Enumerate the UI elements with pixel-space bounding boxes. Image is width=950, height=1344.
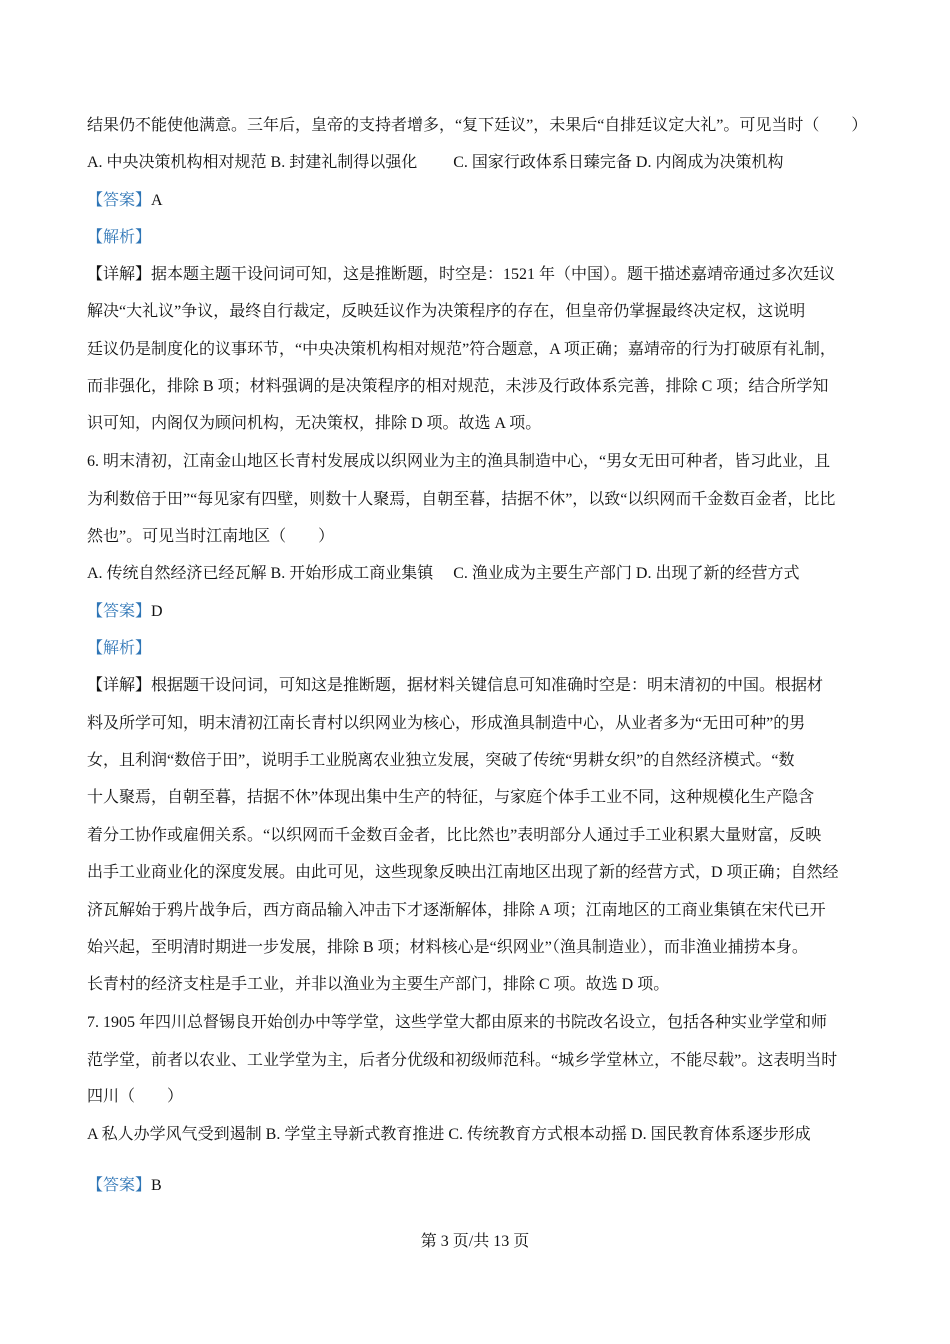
answer-section-line	[87, 639, 151, 659]
section-label: 【解析】	[87, 229, 152, 246]
line-text: A. 传统自然经济已经瓦解 B. 开始形成工商业集镇 C. 渔业成为主要生产部门 D. 出现了新的经营方式	[87, 565, 800, 582]
text-line	[87, 564, 799, 584]
text-line	[87, 676, 823, 696]
text-line	[87, 340, 836, 360]
section-label: 【答案】	[87, 603, 152, 620]
line-text: A. 中央决策机构相对规范 B. 封建礼制得以强化 C. 国家行政体系日臻完备 D. 内阁成为决策机构	[87, 154, 784, 171]
text-line	[87, 490, 835, 510]
text-line	[87, 938, 808, 958]
line-text: 为利数倍于田”“每见家有四壁，则数十人聚焉，自朝至暮，拮据不休”，以致“以织网而千金数百金者，比比	[87, 491, 836, 508]
text-line	[87, 302, 805, 322]
line-text: 女，且利润“数倍于田”，说明手工业脱离农业独立发展，突破了传统“男耕女织”的自然经济模式。“数	[87, 752, 795, 769]
line-text: 解决“大礼议”争议，最终自行裁定，反映廷议作为决策程序的存在，但皇帝仍掌握最终决定权，这说明	[87, 303, 806, 320]
text-line	[87, 377, 828, 397]
text-line	[87, 153, 783, 173]
answer-section-line	[87, 191, 163, 211]
line-text: 长青村的经济支柱是手工业，并非以渔业为主要生产部门，排除 C 项。故选 D 项。	[87, 976, 670, 993]
page-footer: 第 3 页/共 13 页	[420, 1233, 530, 1250]
line-text: 识可知，内阁仅为顾问机构，无决策权，排除 D 项。故选 A 项。	[87, 415, 542, 432]
text-line	[87, 1051, 837, 1071]
line-text: 而非强化，排除 B 项；材料强调的是决策程序的相对规范，未涉及行政体系完善，排除 C 项；结合所学知	[87, 378, 829, 395]
text-line	[87, 901, 826, 921]
line-text: 6. 明末清初，江南金山地区长青村发展成以织网业为主的渔具制造中心，“男女无田可种者，皆习此业，且	[87, 453, 831, 470]
section-label: 【答案】	[87, 192, 152, 209]
section-label: 【答案】	[87, 1177, 152, 1194]
line-text: 四川（ ）	[87, 1088, 184, 1105]
section-label: 【解析】	[87, 640, 152, 657]
answer-section-line	[87, 602, 163, 622]
line-text: 着分工协作或雇佣关系。“以织网而千金数百金者，比比然也”表明部分人通过手工业积累大量财富，反映	[87, 827, 822, 844]
text-line	[87, 265, 835, 285]
text-line	[87, 714, 805, 734]
line-text: 济瓦解始于鸦片战争后，西方商品输入冲击下才逐渐解体，排除 A 项；江南地区的工商业集镇在宋代已开	[87, 902, 826, 919]
text-line	[87, 788, 814, 808]
line-text: 然也”。可见当时江南地区（ ）	[87, 528, 335, 545]
line-text: A	[151, 192, 163, 209]
text-line	[87, 975, 669, 995]
line-text: 始兴起，至明清时期进一步发展，排除 B 项；材料核心是“织网业”（渔具制造业），而非渔业捕捞本身。	[87, 939, 808, 956]
text-line	[87, 751, 795, 771]
line-text: B	[151, 1177, 162, 1194]
line-text: 十人聚焉，自朝至暮，拮据不休”体现出集中生产的特征，与家庭个体手工业不同，这种规模化生产隐含	[87, 789, 815, 806]
line-text: 范学堂，前者以农业、工业学堂为主，后者分优级和初级师范科。“城乡学堂林立，不能尽载”。这表明当时	[87, 1052, 838, 1069]
text-line	[87, 527, 334, 547]
line-text: 7. 1905 年四川总督锡良开始创办中等学堂，这些学堂大都由原来的书院改名设立，包括各种实业学堂和师	[87, 1014, 828, 1031]
text-line	[87, 863, 839, 883]
answer-section-line	[87, 228, 151, 248]
text-line	[87, 452, 830, 472]
answer-section-line	[87, 1176, 162, 1196]
line-text: 廷议仍是制度化的议事环节，“中央决策机构相对规范”符合题意，A 项正确；嘉靖帝的行为打破原有礼制，	[87, 341, 836, 358]
line-text: 结果仍不能使他满意。三年后，皇帝的支持者增多，“复下廷议”，未果后“自排廷议定大礼”。可见当时（ ）	[87, 117, 868, 134]
text-line	[87, 116, 867, 136]
text-line	[87, 1013, 827, 1033]
text-line	[87, 414, 541, 434]
text-line	[87, 1087, 183, 1107]
line-text: 【详解】据本题主题干设问词可知，这是推断题，时空是：1521 年（中国）。题干描述嘉靖帝通过多次廷议	[87, 266, 836, 283]
line-text: 出手工业商业化的深度发展。由此可见，这些现象反映出江南地区出现了新的经营方式，D 项正确；自然经	[87, 864, 839, 881]
text-line	[87, 1125, 811, 1145]
line-text: A 私人办学风气受到遏制 B. 学堂主导新式教育推进 C. 传统教育方式根本动摇 D. 国民教育体系逐步形成	[87, 1126, 811, 1143]
text-line	[87, 826, 821, 846]
line-text: 【详解】根据题干设问词，可知这是推断题，据材料关键信息可知准确时空是：明末清初的中国。根据材	[87, 677, 824, 694]
line-text: 料及所学可知，明末清初江南长青村以织网业为核心，形成渔具制造中心，从业者多为“无田可种”的男	[87, 715, 806, 732]
line-text: D	[151, 603, 163, 620]
